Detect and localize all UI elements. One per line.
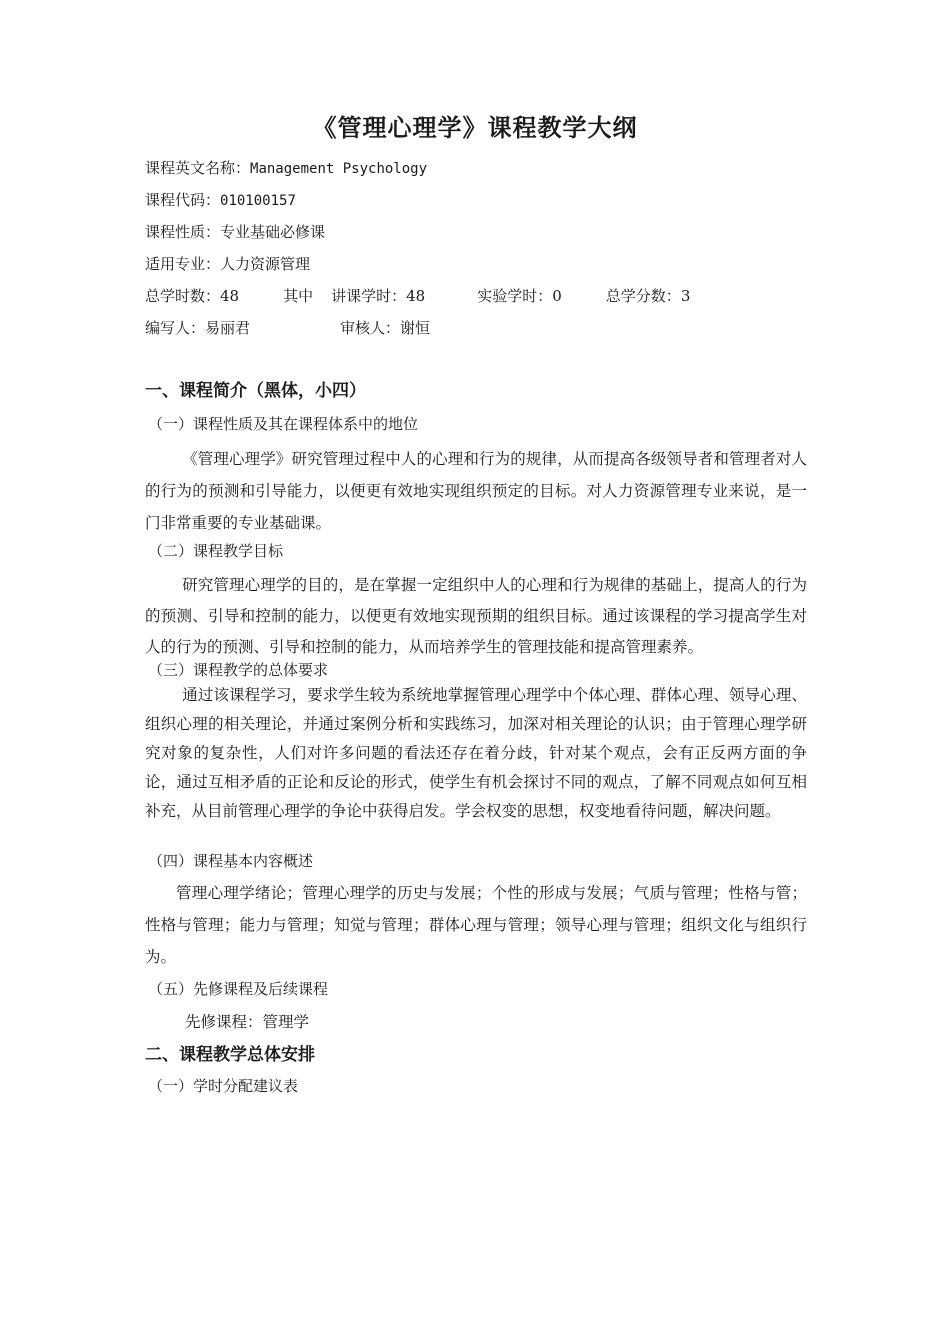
reviewer-label: 审核人： (340, 319, 401, 337)
credits-value: 3 (680, 287, 691, 305)
course-nature-label: 课程性质： (145, 223, 221, 241)
total-hours-label: 总学时数： (145, 287, 221, 305)
lab-hours-label: 实验学时： (477, 287, 553, 305)
section1-sub5-heading: （五）先修课程及后续课程 (148, 980, 329, 998)
of-which-label: 其中 (283, 287, 314, 305)
section1-para1: 《管理心理学》研究管理过程中人的心理和行为的规律，从而提高各级领导者和管理者对人的行为的预测和引导能力，以便更有效地实现组织预定的目标。对人力资源管理专业来说，是一门非常重要的专业基础课。 (145, 450, 807, 532)
prerequisite-line: 先修课程：管理学 (185, 1013, 310, 1031)
course-code-row (145, 190, 296, 211)
lab-hours-value: 0 (552, 287, 562, 305)
major-row (145, 254, 310, 274)
english-name-label: 课程英文名称： (145, 159, 251, 177)
english-name-value: Management Psychology (250, 161, 428, 177)
section1-heading: 一、课程简介（黑体，小四） (145, 381, 366, 401)
author-row (145, 318, 430, 338)
course-nature-row (145, 222, 325, 242)
course-code-value: 010100157 (220, 193, 296, 209)
section1-sub3-heading: （三）课程教学的总体要求 (148, 661, 329, 679)
author-label: 编写人： (145, 319, 206, 337)
section1-sub4-heading: （四）课程基本内容概述 (148, 852, 314, 870)
section1-para3: 通过该课程学习，要求学生较为系统地掌握管理心理学中个体心理、群体心理、领导心理、组织心理的相关理论，并通过案例分析和实践练习，加深对相关理论的认识；由于管理心理学研究对象的复杂性，人们对许多问题的看法还存在着分歧，针对某个观点，会有正反两方面的争论，通过互相矛盾的正论和反论的形式，使学生有机会探讨不同的观点，了解不同观点如何互相补充，从目前管理心理学的争论中获得启发。学会权变的思想，权变地看待问题，解决问题。 (145, 686, 807, 820)
section1-sub1-heading: （一）课程性质及其在课程体系中的地位 (148, 415, 419, 433)
course-code-label: 课程代码： (145, 191, 221, 209)
major-value: 人力资源管理 (220, 255, 311, 273)
section2-heading: 二、课程教学总体安排 (145, 1045, 315, 1065)
course-nature-value: 专业基础必修课 (220, 223, 326, 241)
english-name-row (145, 158, 427, 179)
author-value: 易丽君 (205, 319, 251, 337)
credits-label: 总学分数： (605, 287, 681, 305)
section2-sub1-heading: （一）学时分配建议表 (148, 1077, 299, 1095)
total-hours-value: 48 (220, 287, 240, 305)
lecture-hours-value: 48 (406, 287, 426, 305)
section1-para4: 管理心理学绪论；管理心理学的历史与发展；个性的形成与发展；气质与管理；性格与管；性格与管理；能力与管理；知觉与管理；群体心理与管理；领导心理与管理；组织文化与组织行为。 (145, 884, 807, 966)
section1-para2: 研究管理心理学的目的，是在掌握一定组织中人的心理和行为规律的基础上，提高人的行为的预测、引导和控制的能力，以便更有效地实现预期的组织目标。通过该课程的学习提高学生对人的行为的预测、引导和控制的能力，从而培养学生的管理技能和提高管理素养。 (145, 576, 807, 656)
page-title: 《管理心理学》课程教学大纲 (312, 114, 638, 142)
hours-row (145, 286, 690, 306)
major-label: 适用专业： (145, 255, 221, 273)
lecture-hours-label: 讲课学时： (331, 287, 407, 305)
reviewer-value: 谢恒 (400, 319, 431, 337)
section1-sub2-heading: （二）课程教学目标 (148, 542, 284, 560)
